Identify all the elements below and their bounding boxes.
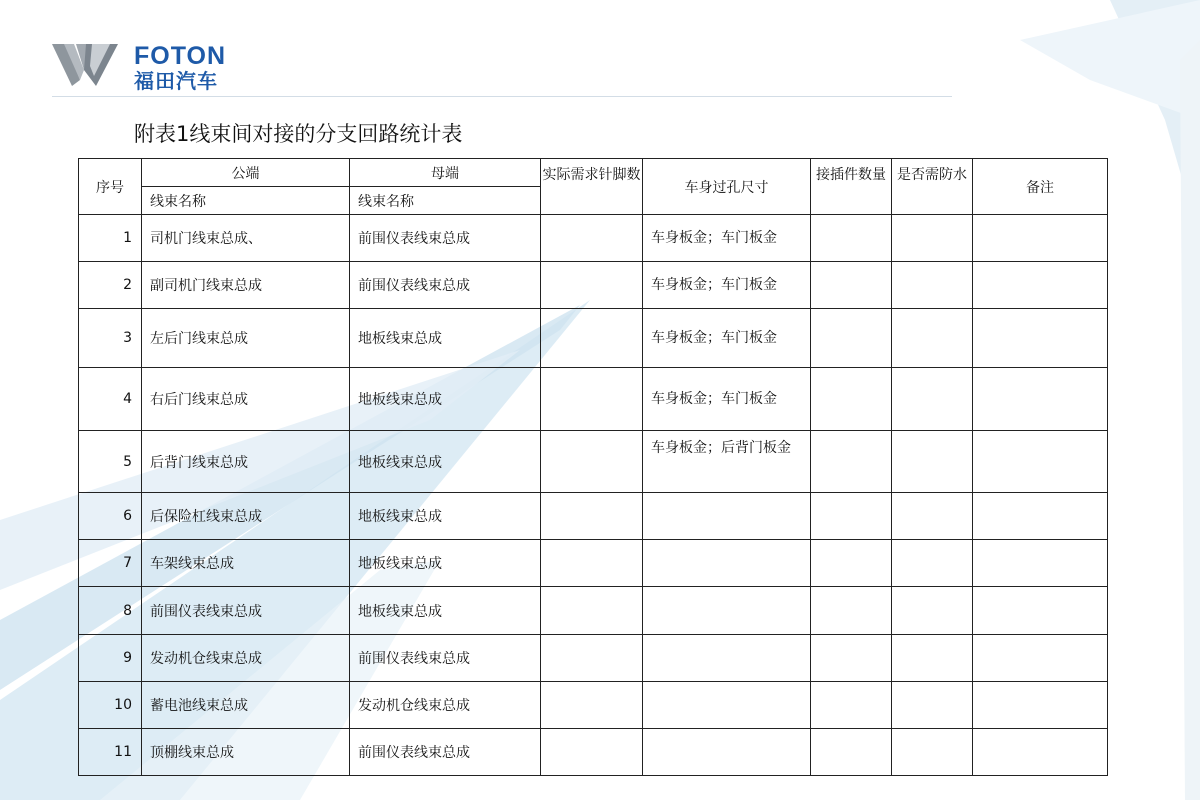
pin-count-cell [541, 635, 643, 682]
row-index: 2 [79, 262, 142, 309]
remark-cell [973, 262, 1108, 309]
male-harness-name: 右后门线束总成 [142, 368, 350, 431]
female-harness-name: 地板线束总成 [350, 431, 541, 493]
waterproof-cell [892, 635, 973, 682]
connector-qty-cell [811, 431, 892, 493]
table-row [79, 587, 1108, 635]
hole-size-cell: 车身板金；后背门板金 [643, 431, 811, 493]
foton-logo-mark-icon [50, 40, 120, 90]
header-male: 公端 [142, 159, 350, 187]
header-divider [52, 96, 952, 97]
row-index: 11 [79, 729, 142, 776]
foton-logo [50, 38, 260, 94]
waterproof-cell [892, 431, 973, 493]
connector-qty-cell [811, 587, 892, 635]
hole-size-cell: 车身板金；车门板金 [643, 309, 811, 368]
harness-branch-table [78, 158, 1108, 776]
female-harness-name: 地板线束总成 [350, 493, 541, 540]
female-harness-name: 地板线束总成 [350, 368, 541, 431]
waterproof-cell [892, 262, 973, 309]
header-waterproof: 是否需防水 [892, 159, 973, 215]
hole-size-cell [643, 729, 811, 776]
female-harness-name: 前围仪表线束总成 [350, 729, 541, 776]
connector-qty-cell [811, 215, 892, 262]
header-index: 序号 [79, 159, 142, 215]
male-harness-name: 前围仪表线束总成 [142, 587, 350, 635]
table-row [79, 682, 1108, 729]
row-index: 9 [79, 635, 142, 682]
waterproof-cell [892, 215, 973, 262]
female-harness-name: 发动机仓线束总成 [350, 682, 541, 729]
header-pins: 实际需求针脚数 [541, 159, 643, 215]
male-harness-name: 车架线束总成 [142, 540, 350, 587]
connector-qty-cell [811, 368, 892, 431]
header-male-name: 线束名称 [142, 187, 350, 215]
pin-count-cell [541, 215, 643, 262]
header-hole-size: 车身过孔尺寸 [643, 159, 811, 215]
male-harness-name: 后背门线束总成 [142, 431, 350, 493]
male-harness-name: 蓄电池线束总成 [142, 682, 350, 729]
connector-qty-cell [811, 309, 892, 368]
pin-count-cell [541, 587, 643, 635]
row-index: 3 [79, 309, 142, 368]
hole-size-cell [643, 682, 811, 729]
table-row [79, 215, 1108, 262]
table-row [79, 309, 1108, 368]
table-header [79, 159, 1108, 215]
female-harness-name: 前围仪表线束总成 [350, 635, 541, 682]
table-row [79, 635, 1108, 682]
pin-count-cell [541, 262, 643, 309]
female-harness-name: 地板线束总成 [350, 587, 541, 635]
table-row [79, 729, 1108, 776]
logo-wordmark: FOTON [134, 42, 227, 70]
male-harness-name: 发动机仓线束总成 [142, 635, 350, 682]
pin-count-cell [541, 540, 643, 587]
male-harness-name: 后保险杠线束总成 [142, 493, 350, 540]
male-harness-name: 司机门线束总成、 [142, 215, 350, 262]
row-index: 1 [79, 215, 142, 262]
waterproof-cell [892, 540, 973, 587]
connector-qty-cell [811, 493, 892, 540]
table-row [79, 540, 1108, 587]
connector-qty-cell [811, 682, 892, 729]
header-female-name: 线束名称 [350, 187, 541, 215]
remark-cell [973, 635, 1108, 682]
hole-size-cell: 车身板金；车门板金 [643, 215, 811, 262]
male-harness-name: 顶棚线束总成 [142, 729, 350, 776]
waterproof-cell [892, 682, 973, 729]
remark-cell [973, 431, 1108, 493]
connector-qty-cell [811, 729, 892, 776]
waterproof-cell [892, 493, 973, 540]
waterproof-cell [892, 729, 973, 776]
remark-cell [973, 493, 1108, 540]
logo-chinese-name: 福田汽车 [134, 69, 218, 93]
pin-count-cell [541, 682, 643, 729]
connector-qty-cell [811, 540, 892, 587]
row-index: 4 [79, 368, 142, 431]
table-body [79, 215, 1108, 776]
pin-count-cell [541, 493, 643, 540]
row-index: 10 [79, 682, 142, 729]
female-harness-name: 地板线束总成 [350, 309, 541, 368]
pin-count-cell [541, 309, 643, 368]
pin-count-cell [541, 368, 643, 431]
hole-size-cell [643, 493, 811, 540]
waterproof-cell [892, 309, 973, 368]
table-row [79, 368, 1108, 431]
pin-count-cell [541, 431, 643, 493]
header-female: 母端 [350, 159, 541, 187]
header-connector-qty: 接插件数量 [811, 159, 892, 215]
remark-cell [973, 368, 1108, 431]
waterproof-cell [892, 368, 973, 431]
connector-qty-cell [811, 635, 892, 682]
header-remark: 备注 [973, 159, 1108, 215]
male-harness-name: 副司机门线束总成 [142, 262, 350, 309]
remark-cell [973, 587, 1108, 635]
row-index: 6 [79, 493, 142, 540]
remark-cell [973, 215, 1108, 262]
hole-size-cell [643, 540, 811, 587]
row-index: 5 [79, 431, 142, 493]
table-title: 附表1线束间对接的分支回路统计表 [134, 122, 463, 146]
hole-size-cell [643, 635, 811, 682]
pin-count-cell [541, 729, 643, 776]
remark-cell [973, 682, 1108, 729]
female-harness-name: 前围仪表线束总成 [350, 262, 541, 309]
hole-size-cell [643, 587, 811, 635]
table-row [79, 493, 1108, 540]
hole-size-cell: 车身板金；车门板金 [643, 368, 811, 431]
remark-cell [973, 729, 1108, 776]
female-harness-name: 前围仪表线束总成 [350, 215, 541, 262]
table-row [79, 262, 1108, 309]
hole-size-cell: 车身板金；车门板金 [643, 262, 811, 309]
connector-qty-cell [811, 262, 892, 309]
female-harness-name: 地板线束总成 [350, 540, 541, 587]
remark-cell [973, 309, 1108, 368]
row-index: 7 [79, 540, 142, 587]
remark-cell [973, 540, 1108, 587]
waterproof-cell [892, 587, 973, 635]
row-index: 8 [79, 587, 142, 635]
male-harness-name: 左后门线束总成 [142, 309, 350, 368]
table-row [79, 431, 1108, 493]
